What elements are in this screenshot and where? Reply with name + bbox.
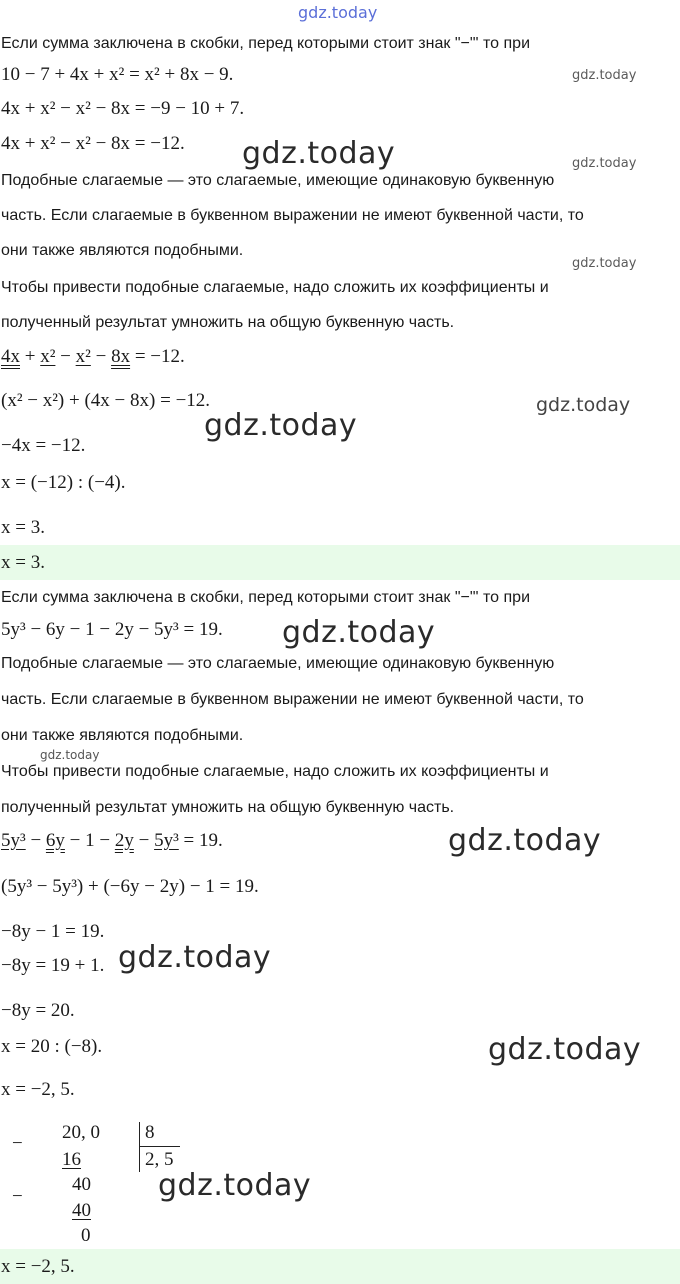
watermark-large: gdz.today bbox=[158, 1168, 312, 1203]
division-divisor: 8 bbox=[145, 1122, 155, 1143]
equation-7: x = 20 : (−8). bbox=[1, 1036, 103, 1057]
equation-8: x = −2, 5. bbox=[1, 1079, 75, 1100]
division-subtrahend: 40 bbox=[72, 1200, 91, 1221]
watermark-small: gdz.today bbox=[572, 68, 637, 83]
division-divisor-line bbox=[140, 1146, 180, 1147]
division-minus: − bbox=[12, 1133, 23, 1154]
like-term: x² bbox=[40, 346, 56, 367]
division-quotient: 2, 5 bbox=[145, 1149, 174, 1170]
like-terms-definition-line-2: часть. Если слагаемые в буквенном выражении не имеют буквенной части, то bbox=[1, 207, 584, 224]
division-remainder: 0 bbox=[81, 1225, 91, 1246]
like-term: 4x bbox=[1, 346, 20, 367]
reduce-rule-line-1: Чтобы привести подобные слагаемые, надо сложить их коэффициенты и bbox=[1, 279, 549, 296]
watermark-medium: gdz.today bbox=[536, 394, 631, 416]
watermark-tiny: gdz.today bbox=[40, 748, 100, 762]
reduce-rule-line-2: полученный результат умножить на общую буквенную часть. bbox=[1, 314, 455, 331]
reduce-rule-line-1: Чтобы привести подобные слагаемые, надо сложить их коэффициенты и bbox=[1, 763, 549, 780]
like-terms-definition-line-1: Подобные слагаемые — это слагаемые, имеющие одинаковую буквенную bbox=[1, 655, 555, 672]
answer-band bbox=[0, 1249, 680, 1284]
equation-6: −4x = −12. bbox=[1, 435, 86, 456]
like-term: 8x bbox=[111, 346, 131, 367]
like-term: 5y³ bbox=[1, 830, 26, 851]
division-minus: − bbox=[12, 1186, 23, 1207]
like-terms-definition-line-2: часть. Если слагаемые в буквенном выражении не имеют буквенной части, то bbox=[1, 691, 584, 708]
underlined-terms-equation: 5y³ − 6y − 1 − 2y − 5y³ = 19. bbox=[1, 830, 223, 851]
division-bar bbox=[139, 1122, 140, 1172]
watermark-small: gdz.today bbox=[572, 156, 637, 171]
watermark-large: gdz.today bbox=[448, 823, 602, 858]
equation-3: (5y³ − 5y³) + (−6y − 2y) − 1 = 19. bbox=[1, 876, 259, 897]
equation-1: 5y³ − 6y − 1 − 2y − 5y³ = 19. bbox=[1, 619, 223, 640]
equation-3: 4x + x² − x² − 8x = −12. bbox=[1, 133, 185, 154]
like-term: 6y bbox=[45, 830, 65, 851]
watermark-large: gdz.today bbox=[282, 615, 436, 650]
like-term: 2y bbox=[114, 830, 134, 851]
equation-6: −8y = 20. bbox=[1, 1000, 75, 1021]
like-terms-definition-line-1: Подобные слагаемые — это слагаемые, имеющие одинаковую буквенную bbox=[1, 172, 555, 189]
like-term: 5y³ bbox=[154, 830, 179, 851]
like-terms-definition-line-3: они также являются подобными. bbox=[1, 727, 244, 744]
rule-brackets-text: Если сумма заключена в скобки, перед которыми стоит знак "−"' то при bbox=[1, 35, 531, 52]
equation-5: (x² − x²) + (4x − 8x) = −12. bbox=[1, 390, 211, 411]
watermark-large: gdz.today bbox=[118, 940, 272, 975]
division-subtrahend: 16 bbox=[62, 1149, 81, 1170]
watermark-large: gdz.today bbox=[242, 136, 396, 171]
division-dividend: 20, 0 bbox=[62, 1122, 100, 1143]
division-remainder: 40 bbox=[72, 1174, 91, 1195]
answer-2: x = −2, 5. bbox=[1, 1256, 75, 1277]
equation-1: 10 − 7 + 4x + x² = x² + 8x − 9. bbox=[1, 64, 234, 85]
answer-band bbox=[0, 545, 680, 580]
equation-rhs: = −12. bbox=[134, 346, 185, 367]
watermark-large: gdz.today bbox=[488, 1032, 642, 1067]
equation-5: −8y = 19 + 1. bbox=[1, 955, 105, 976]
underlined-terms-equation: 4x + x² − x² − 8x = −12. bbox=[1, 346, 185, 367]
equation-rhs: = 19. bbox=[183, 830, 223, 851]
rule-brackets-text: Если сумма заключена в скобки, перед которыми стоит знак "−"' то при bbox=[1, 589, 531, 606]
equation-4: −8y − 1 = 19. bbox=[1, 921, 105, 942]
watermark-top: gdz.today bbox=[298, 3, 378, 22]
watermark-small: gdz.today bbox=[572, 256, 637, 271]
answer-1: x = 3. bbox=[1, 552, 45, 573]
equation-8: x = 3. bbox=[1, 517, 45, 538]
watermark-large: gdz.today bbox=[204, 408, 358, 443]
equation-7: x = (−12) : (−4). bbox=[1, 472, 126, 493]
like-term: 1 bbox=[85, 830, 95, 851]
like-terms-definition-line-3: они также являются подобными. bbox=[1, 242, 244, 259]
like-term: x² bbox=[75, 346, 91, 367]
reduce-rule-line-2: полученный результат умножить на общую буквенную часть. bbox=[1, 799, 455, 816]
equation-2: 4x + x² − x² − 8x = −9 − 10 + 7. bbox=[1, 98, 245, 119]
